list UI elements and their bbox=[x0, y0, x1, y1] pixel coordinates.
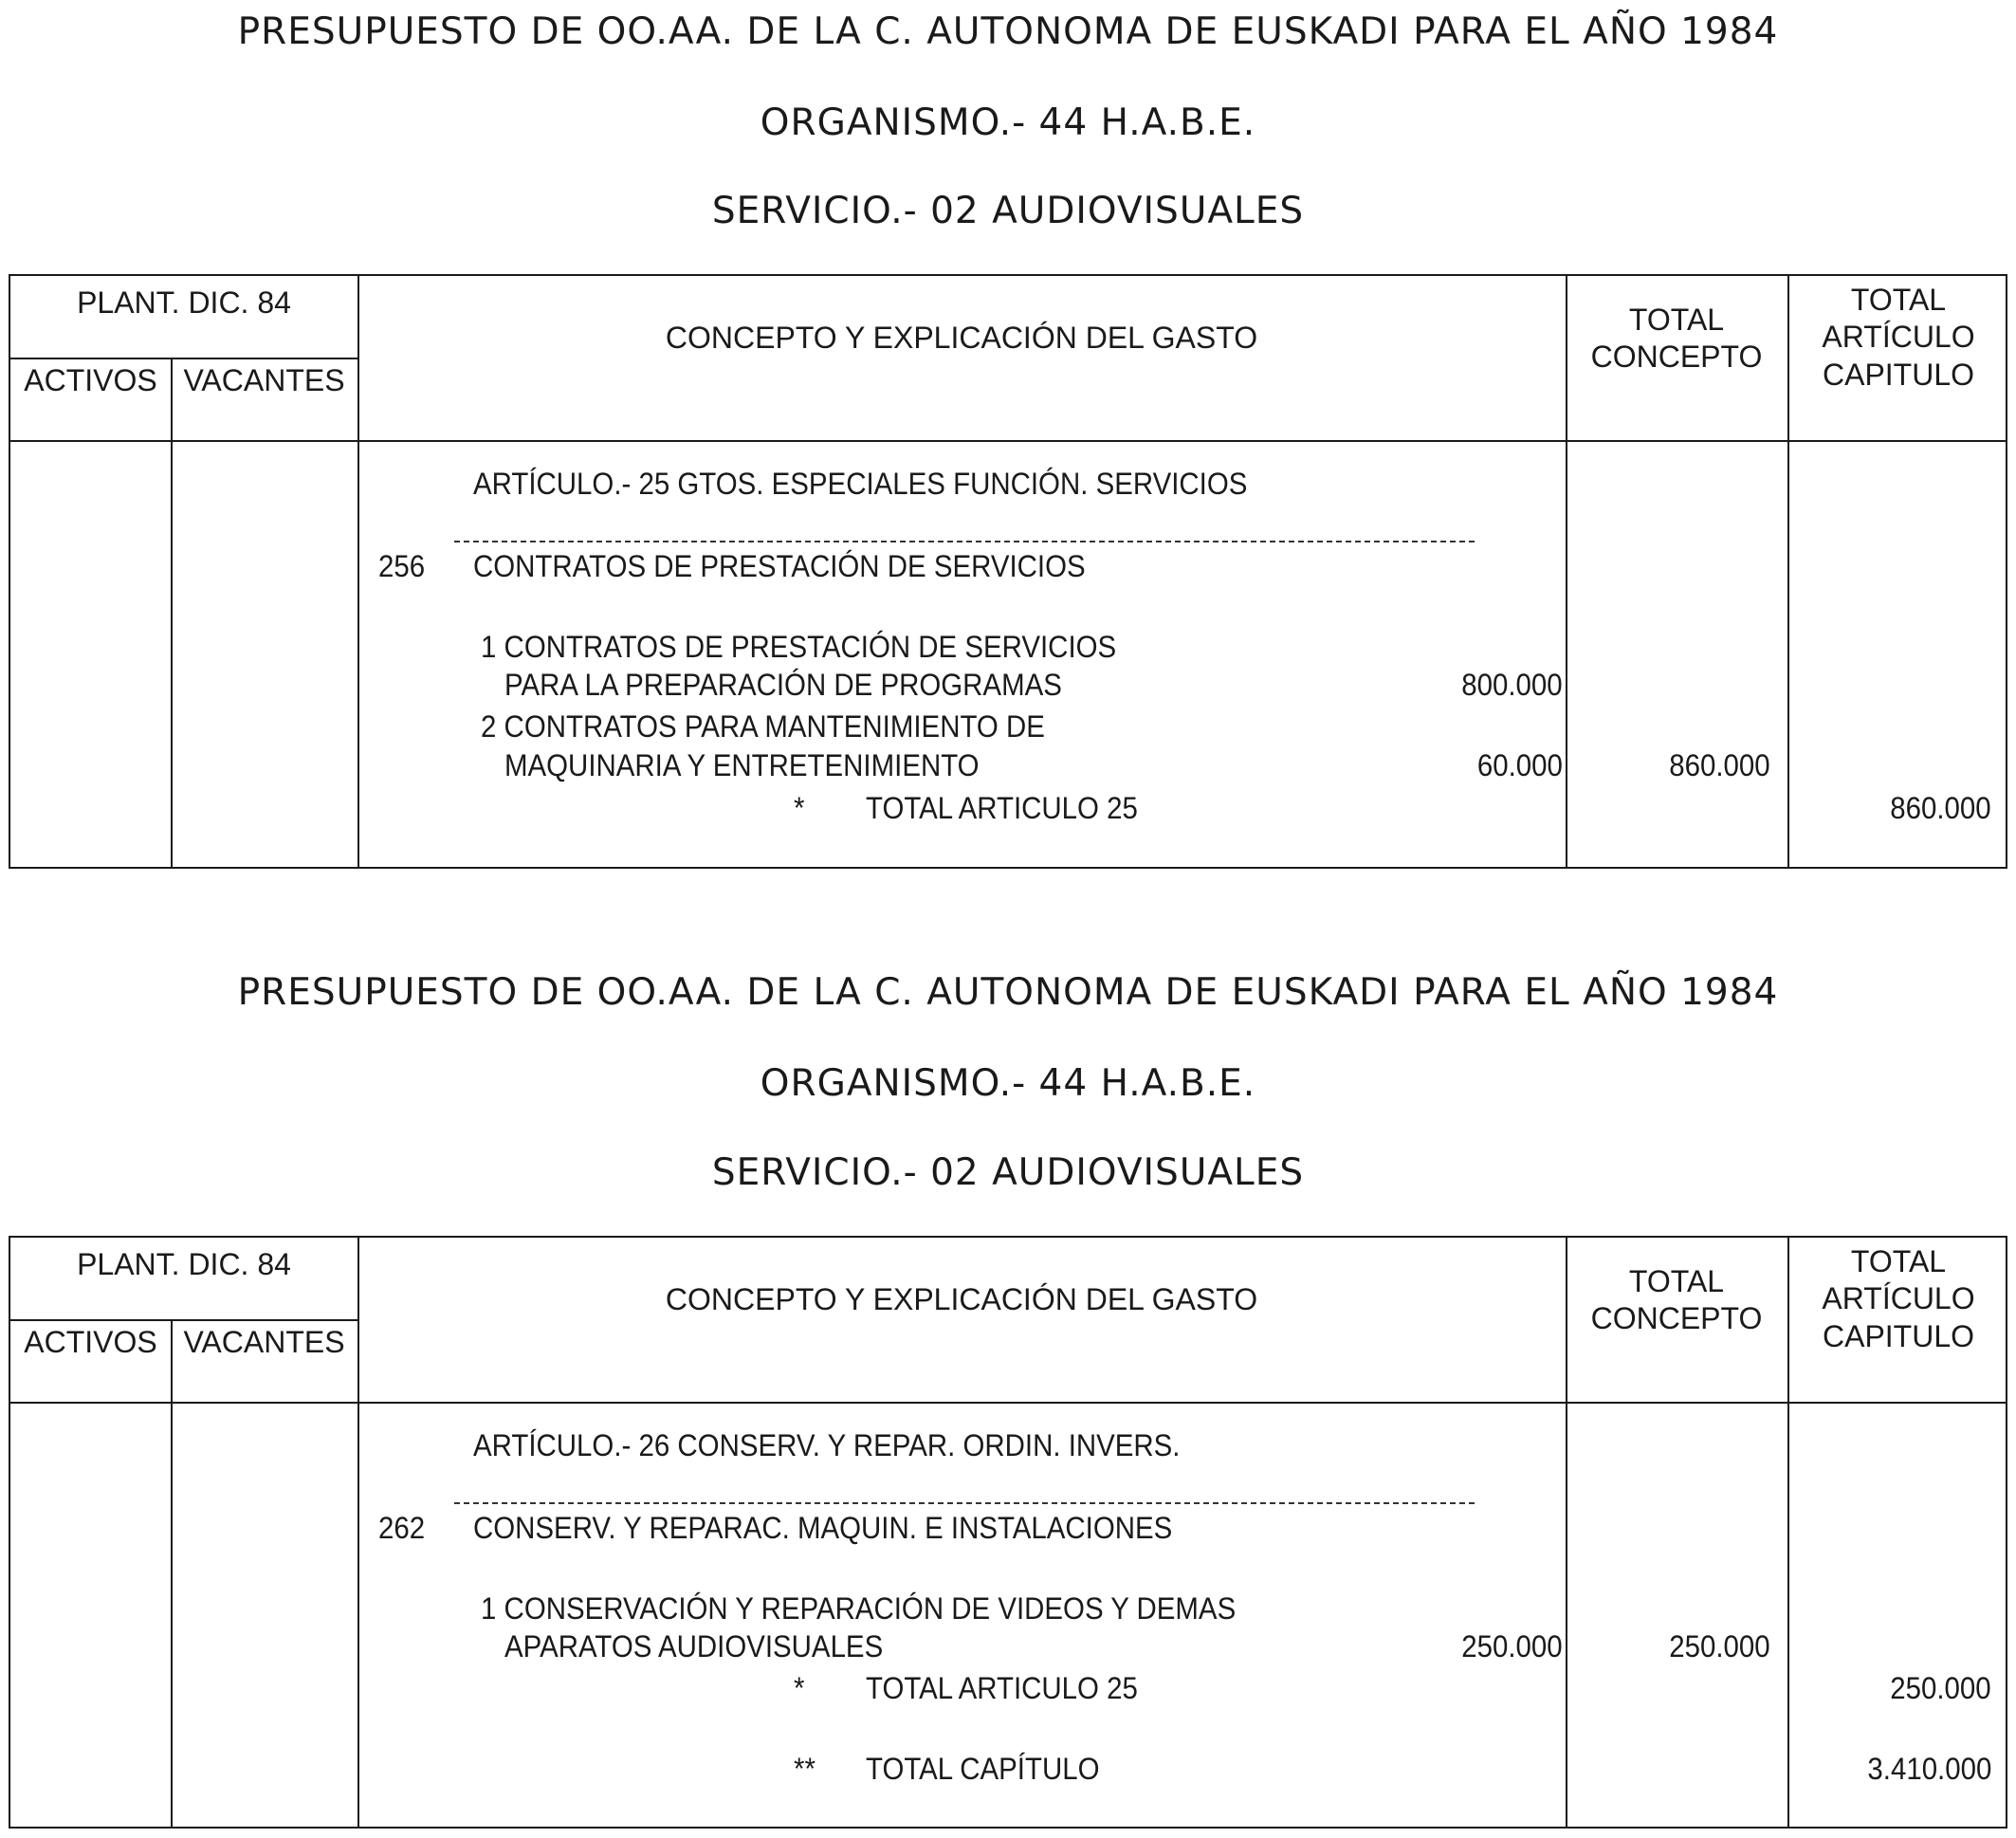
header-total-articulo: TOTAL bbox=[1850, 283, 1947, 317]
header-total-articulo: ARTÍCULO bbox=[1822, 1281, 1975, 1315]
header-total-concepto: CONCEPTO bbox=[1590, 340, 1763, 374]
item-text: 1 CONTRATOS DE PRESTACIÓN DE SERVICIOS bbox=[481, 630, 1117, 664]
total-articulo-label: TOTAL ARTICULO 25 bbox=[866, 1671, 1138, 1705]
header-total-concepto: TOTAL bbox=[1628, 303, 1725, 337]
item-text: 1 CONSERVACIÓN Y REPARACIÓN DE VIDEOS Y DEMAS bbox=[481, 1591, 1237, 1626]
header-total-articulo: ARTÍCULO bbox=[1822, 320, 1975, 354]
header-vacantes: VACANTES bbox=[183, 363, 345, 397]
item-text: 2 CONTRATOS PARA MANTENIMIENTO DE bbox=[481, 709, 1045, 744]
header-divider bbox=[10, 440, 2006, 442]
header-activos: ACTIVOS bbox=[24, 1325, 157, 1359]
total-articulo-value: 860.000 bbox=[1890, 791, 1991, 825]
document-title: PRESUPUESTO DE OO.AA. DE LA C. AUTONOMA DE EUSKADI PARA EL AÑO 1984 bbox=[237, 10, 1779, 53]
header-concepto: CONCEPTO Y EXPLICACIÓN DEL GASTO bbox=[665, 321, 1258, 355]
budget-table bbox=[9, 1236, 2007, 1829]
header-total-concepto: CONCEPTO bbox=[1590, 1301, 1763, 1335]
header-total-articulo: TOTAL bbox=[1850, 1244, 1947, 1278]
header-total-articulo: CAPITULO bbox=[1822, 358, 1975, 392]
item-text: PARA LA PREPARACIÓN DE PROGRAMAS bbox=[504, 668, 1062, 702]
header-plant: PLANT. DIC. 84 bbox=[77, 285, 291, 320]
col-divider bbox=[357, 276, 359, 867]
organismo-heading: ORGANISMO.- 44 H.A.B.E. bbox=[760, 101, 1256, 144]
col-divider bbox=[171, 1320, 173, 1827]
concept-code: 262 bbox=[378, 1511, 426, 1545]
dashed-separator bbox=[454, 541, 1475, 542]
servicio-heading: SERVICIO.- 02 AUDIOVISUALES bbox=[711, 190, 1305, 232]
header-total-articulo: CAPITULO bbox=[1822, 1319, 1975, 1353]
total-articulo-value: 250.000 bbox=[1890, 1671, 1991, 1705]
total-concepto-value: 860.000 bbox=[1669, 748, 1770, 782]
concept-title: CONTRATOS DE PRESTACIÓN DE SERVICIOS bbox=[473, 549, 1086, 583]
header-vacantes: VACANTES bbox=[183, 1325, 345, 1359]
col-divider bbox=[171, 358, 173, 867]
header-concepto: CONCEPTO Y EXPLICACIÓN DEL GASTO bbox=[665, 1282, 1258, 1316]
item-amount: 60.000 bbox=[1476, 748, 1563, 782]
dashed-separator bbox=[454, 1502, 1475, 1504]
total-articulo-label: TOTAL ARTICULO 25 bbox=[866, 791, 1138, 825]
item-text: MAQUINARIA Y ENTRETENIMIENTO bbox=[504, 748, 980, 782]
header-plant: PLANT. DIC. 84 bbox=[77, 1247, 291, 1281]
col-divider bbox=[357, 1238, 359, 1827]
document-title: PRESUPUESTO DE OO.AA. DE LA C. AUTONOMA DE EUSKADI PARA EL AÑO 1984 bbox=[237, 971, 1779, 1014]
budget-table bbox=[9, 274, 2007, 869]
total-mark: * bbox=[794, 1671, 805, 1705]
servicio-heading: SERVICIO.- 02 AUDIOVISUALES bbox=[711, 1151, 1305, 1194]
header-divider bbox=[10, 1402, 2006, 1404]
articulo-heading: ARTÍCULO.- 25 GTOS. ESPECIALES FUNCIÓN. SERVICIOS bbox=[473, 467, 1248, 501]
concept-code: 256 bbox=[378, 549, 426, 583]
item-amount: 250.000 bbox=[1461, 1629, 1563, 1663]
total-capitulo-mark: ** bbox=[794, 1752, 816, 1786]
total-capitulo-value: 3.410.000 bbox=[1867, 1752, 1991, 1786]
header-activos: ACTIVOS bbox=[24, 363, 157, 397]
item-text: APARATOS AUDIOVISUALES bbox=[504, 1629, 884, 1663]
organismo-heading: ORGANISMO.- 44 H.A.B.E. bbox=[760, 1062, 1256, 1105]
total-mark: * bbox=[794, 791, 805, 825]
item-amount: 800.000 bbox=[1461, 668, 1563, 702]
plant-divider bbox=[10, 1319, 357, 1321]
plant-divider bbox=[10, 358, 357, 359]
articulo-heading: ARTÍCULO.- 26 CONSERV. Y REPAR. ORDIN. INVERS. bbox=[473, 1428, 1181, 1462]
header-total-concepto: TOTAL bbox=[1628, 1264, 1725, 1298]
total-capitulo-label: TOTAL CAPÍTULO bbox=[866, 1752, 1100, 1786]
total-concepto-value: 250.000 bbox=[1669, 1629, 1770, 1663]
concept-title: CONSERV. Y REPARAC. MAQUIN. E INSTALACIONES bbox=[473, 1511, 1173, 1545]
